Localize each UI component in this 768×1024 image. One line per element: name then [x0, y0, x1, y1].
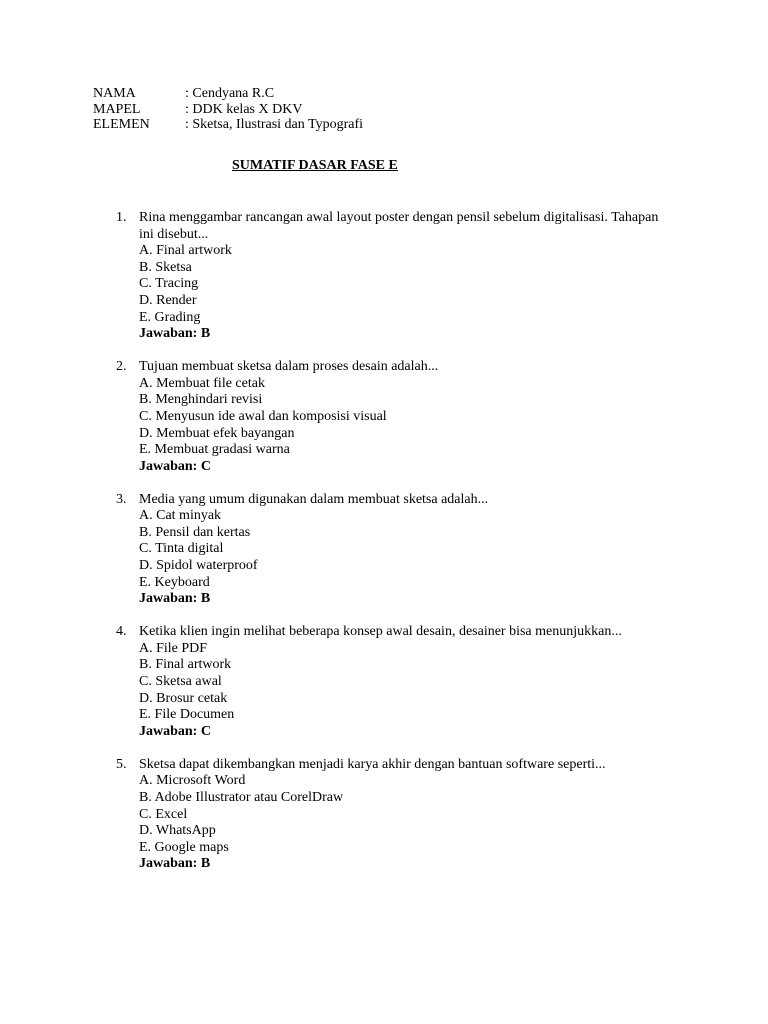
question-text: Sketsa dapat dikembangkan menjadi karya akhir dengan bantuan software seperti... — [139, 756, 606, 772]
info-label: MAPEL — [93, 101, 141, 117]
option-d: D. Membuat efek bayangan — [139, 425, 295, 441]
answer-key: Jawaban: C — [139, 458, 211, 474]
answer-key: Jawaban: B — [139, 856, 211, 872]
option-c: C. Menyusun ide awal dan komposisi visual — [139, 408, 387, 424]
option-a: A. Final artwork — [139, 243, 232, 259]
question-text: Tujuan membuat sketsa dalam proses desain adalah... — [139, 359, 439, 375]
question-number: 3. — [116, 491, 127, 507]
info-label: NAMA — [93, 86, 136, 101]
option-c: C. Tracing — [139, 276, 199, 292]
info-label: ELEMEN — [93, 117, 150, 133]
question-text: Media yang umum digunakan dalam membuat sketsa adalah... — [139, 491, 489, 507]
question-text: Ketika klien ingin melihat beberapa konsep awal desain, desainer bisa menunjukkan... — [139, 624, 622, 640]
option-c: C. Excel — [139, 806, 188, 822]
question-item — [116, 492, 676, 608]
info-value: : Cendyana R.C — [185, 86, 275, 101]
option-b: B. Adobe Illustrator atau CorelDraw — [139, 789, 344, 805]
option-d: D. Brosur cetak — [139, 690, 228, 706]
option-b: B. Final artwork — [139, 657, 232, 673]
option-a: A. Microsoft Word — [139, 773, 246, 789]
option-d: D. WhatsApp — [139, 823, 216, 839]
question-item — [116, 757, 676, 873]
info-row-nama — [93, 86, 363, 102]
question-number: 5. — [116, 756, 127, 772]
option-e: E. Google maps — [139, 839, 229, 855]
option-a: A. File PDF — [139, 640, 208, 656]
question-text: Rina menggambar rancangan awal layout poster dengan pensil sebelum digitalisasi. Tahapan ini disebut... — [139, 210, 659, 242]
answer-key: Jawaban: B — [139, 326, 211, 342]
option-b: B. Pensil dan kertas — [139, 524, 251, 540]
question-list — [116, 210, 676, 889]
answer-key: Jawaban: C — [139, 723, 211, 739]
info-value: : DDK kelas X DKV — [185, 101, 303, 117]
option-e: E. Membuat gradasi warna — [139, 442, 290, 458]
question-body — [139, 757, 676, 873]
question-item — [116, 210, 676, 343]
question-body — [139, 624, 676, 740]
question-number: 2. — [116, 359, 127, 375]
option-b: B. Sketsa — [139, 259, 192, 275]
option-e: E. Keyboard — [139, 574, 210, 590]
question-number: 1. — [116, 210, 127, 225]
option-a: A. Cat minyak — [139, 508, 222, 524]
question-item — [116, 624, 676, 740]
question-item — [116, 359, 676, 475]
student-info — [93, 86, 363, 133]
option-a: A. Membuat file cetak — [139, 375, 265, 391]
option-d: D. Spidol waterproof — [139, 558, 258, 574]
info-row-mapel — [93, 102, 363, 118]
page-title: SUMATIF DASAR FASE E — [232, 158, 398, 173]
option-c: C. Tinta digital — [139, 541, 224, 557]
info-row-elemen — [93, 117, 363, 133]
info-value: : Sketsa, Ilustrasi dan Typografi — [185, 117, 364, 133]
option-d: D. Render — [139, 292, 197, 308]
option-e: E. Grading — [139, 309, 201, 325]
option-c: C. Sketsa awal — [139, 674, 222, 690]
question-body — [139, 359, 676, 475]
option-e: E. File Documen — [139, 707, 235, 723]
option-b: B. Menghindari revisi — [139, 392, 263, 408]
question-number: 4. — [116, 624, 127, 640]
question-body — [139, 210, 676, 343]
answer-key: Jawaban: B — [139, 591, 211, 607]
question-body — [139, 492, 676, 608]
